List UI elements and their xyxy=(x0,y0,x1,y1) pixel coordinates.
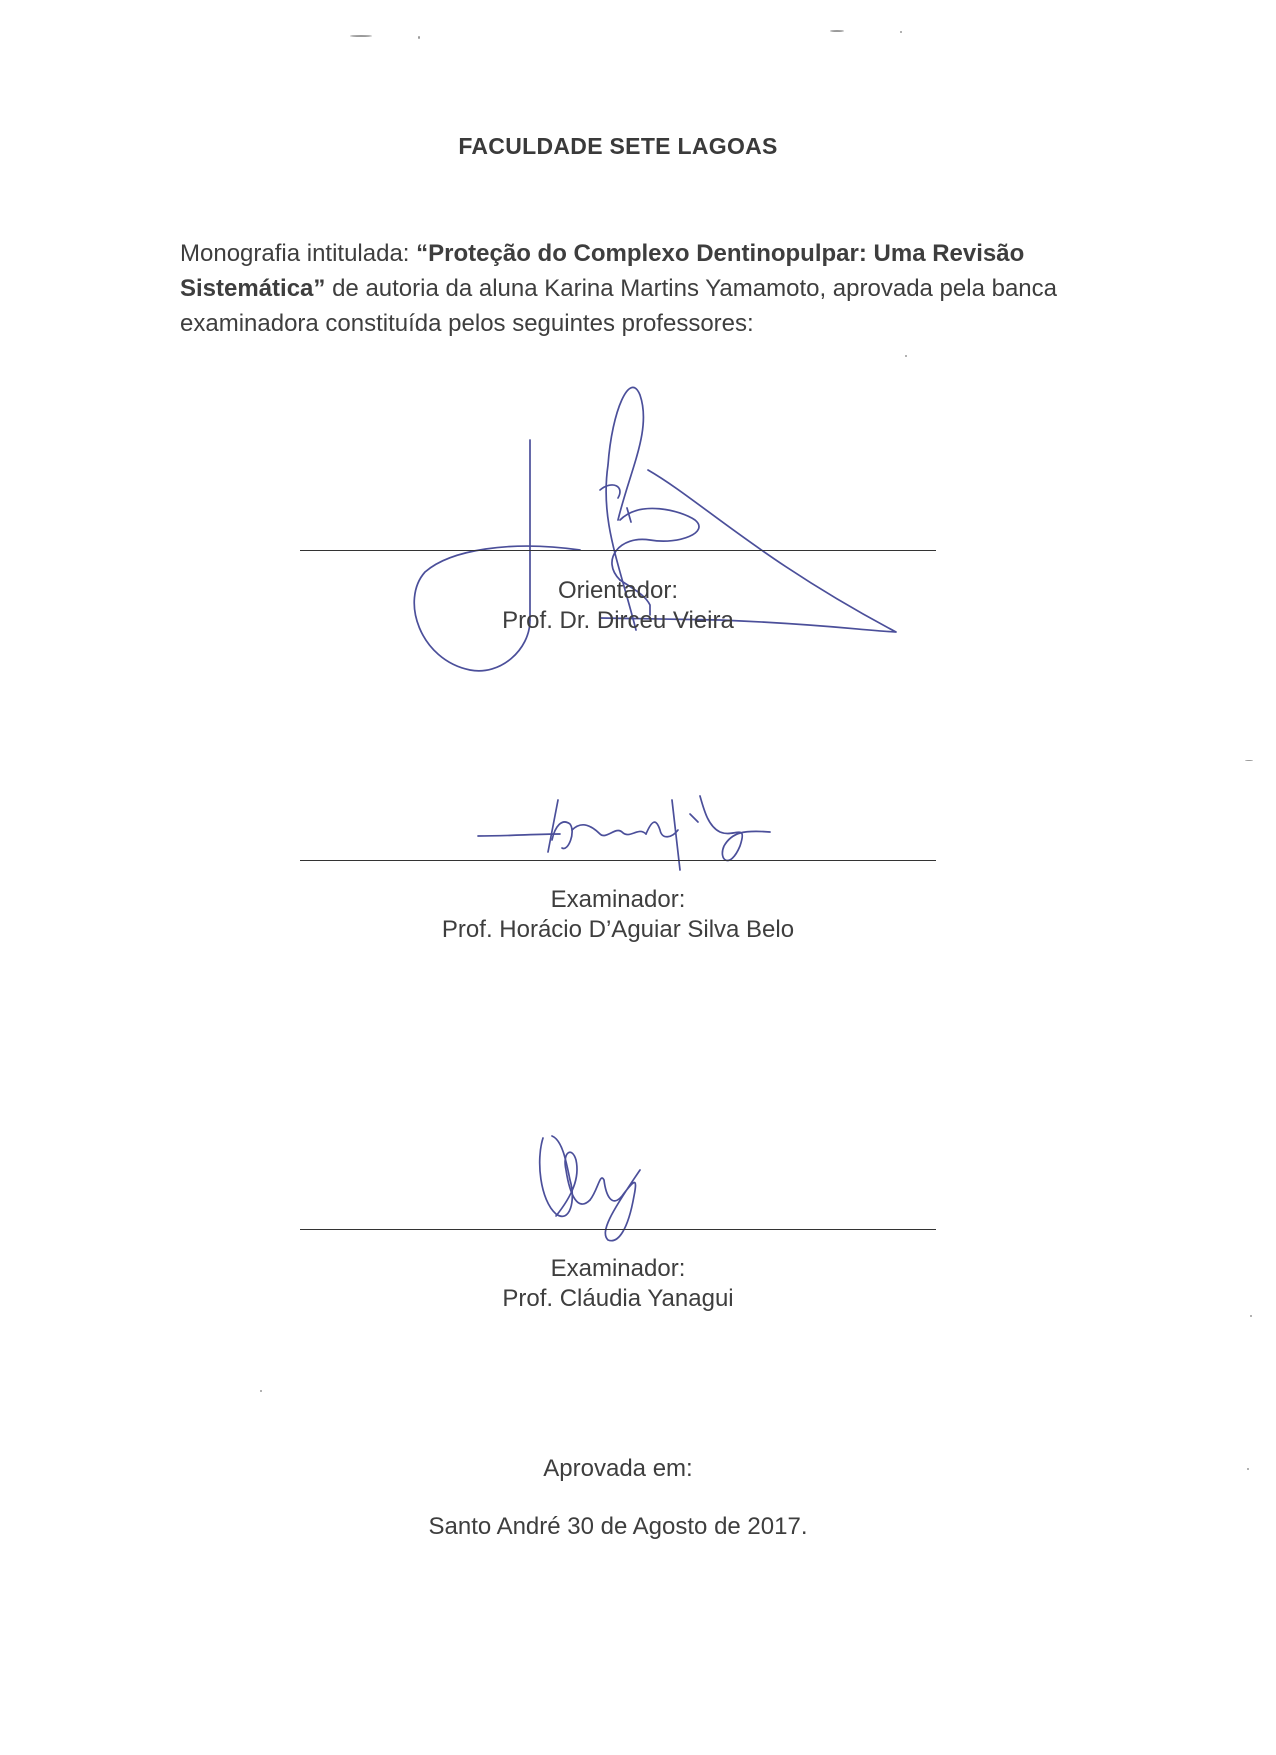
signature-role: Orientador: xyxy=(557,577,679,604)
scan-speck xyxy=(350,35,372,37)
approval-date: Santo André 30 de Agosto de 2017. xyxy=(428,1513,808,1540)
scan-speck xyxy=(905,355,907,357)
scan-speck xyxy=(1245,760,1253,761)
scan-speck xyxy=(1247,1468,1249,1470)
approval-label: Aprovada em: xyxy=(543,1455,693,1482)
institution-title: FACULDADE SETE LAGOAS xyxy=(458,133,778,159)
examiner-2-signature-icon xyxy=(300,0,936,1300)
intro-rest: de autoria da aluna Karina Martins Yamamoto, aprovada pela banca examinadora constituída pelos seguintes professores: xyxy=(180,275,1057,337)
scan-speck xyxy=(830,30,844,32)
signature-name: Prof. Horácio D’Aguiar Silva Belo xyxy=(441,916,795,943)
signature-line xyxy=(300,1229,936,1230)
signature-role: Examinador: xyxy=(550,886,686,913)
signature-name: Prof. Cláudia Yanagui xyxy=(502,1285,734,1312)
signature-name: Prof. Dr. Dirceu Vieira xyxy=(502,607,734,634)
scan-speck xyxy=(1250,1315,1252,1317)
signature-role: Examinador: xyxy=(550,1255,686,1282)
monograph-title: “Proteção do Complexo Dentinopulpar: Uma Revisão Sistemática” xyxy=(180,240,1025,302)
scan-speck xyxy=(418,36,420,39)
intro-lead: Monografia intitulada: xyxy=(180,240,417,267)
scan-speck xyxy=(260,1390,262,1392)
scan-speck xyxy=(900,31,902,33)
